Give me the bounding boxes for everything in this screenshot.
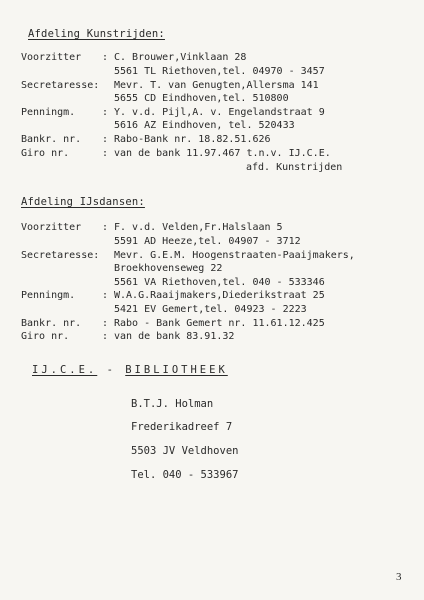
value-line: afd. Kunstrijden xyxy=(246,162,343,173)
library-street: Frederikadreef 7 xyxy=(131,421,233,433)
value-line: F. v.d. Velden,Fr.Halslaan 5 xyxy=(114,222,283,233)
library-phone: Tel. 040 - 533967 xyxy=(131,469,239,481)
value-line: 5655 CD Eindhoven,tel. 510800 xyxy=(114,93,289,104)
label-penningmeester: Penningm. xyxy=(21,290,76,301)
page-number: 3 xyxy=(396,571,402,583)
colon: : xyxy=(102,134,109,145)
colon: : xyxy=(102,52,109,63)
library-title-dash: - xyxy=(97,364,126,376)
library-title-word: BIBLIOTHEEK xyxy=(125,364,228,376)
label-secretaresse: Secretaresse: xyxy=(21,250,100,261)
value-line: Rabo-Bank nr. 18.82.51.626 xyxy=(114,134,271,145)
colon: : xyxy=(102,290,109,301)
label-secretaresse: Secretaresse: xyxy=(21,80,100,91)
library-city: 5503 JV Veldhoven xyxy=(131,445,239,457)
label-bankrekening: Bankr. nr. xyxy=(21,134,82,145)
colon: : xyxy=(102,107,109,118)
value-line: Broekhovenseweg 22 xyxy=(114,263,223,274)
label-voorzitter: Voorzitter xyxy=(21,52,82,63)
value-line: W.A.G.Raaijmakers,Diederikstraat 25 xyxy=(114,290,325,301)
value-line: 5591 AD Heeze,tel. 04907 - 3712 xyxy=(114,236,301,247)
value-line: Mevr. G.E.M. Hoogenstraaten-Paaijmakers, xyxy=(114,250,355,261)
value-line: Y. v.d. Pijl,A. v. Engelandstraat 9 xyxy=(114,107,325,118)
value-line: van de bank 11.97.467 t.n.v. IJ.C.E. xyxy=(114,148,331,159)
value-line: Mevr. T. van Genugten,Allersma 141 xyxy=(114,80,319,91)
colon: : xyxy=(102,331,109,342)
value-line: 5421 EV Gemert,tel. 04923 - 2223 xyxy=(114,304,307,315)
colon: : xyxy=(102,148,109,159)
section-heading-ijsdansen: Afdeling IJsdansen: xyxy=(21,196,145,208)
colon: : xyxy=(102,222,109,233)
colon: : xyxy=(102,318,109,329)
value-line: 5561 TL Riethoven,tel. 04970 - 3457 xyxy=(114,66,325,77)
label-giro: Giro nr. xyxy=(21,331,70,342)
value-line: 5561 VA Riethoven,tel. 040 - 533346 xyxy=(114,277,325,288)
label-giro: Giro nr. xyxy=(21,148,70,159)
value-line: Rabo - Bank Gemert nr. 11.61.12.425 xyxy=(114,318,325,329)
library-title-prefix: IJ.C.E. xyxy=(32,364,98,376)
library-title xyxy=(32,364,228,376)
value-line: van de bank 83.91.32 xyxy=(114,331,235,342)
label-bankrekening: Bankr. nr. xyxy=(21,318,82,329)
value-line: C. Brouwer,Vinklaan 28 xyxy=(114,52,247,63)
label-penningmeester: Penningm. xyxy=(21,107,76,118)
label-voorzitter: Voorzitter xyxy=(21,222,82,233)
section-heading-kunstrijden: Afdeling Kunstrijden: xyxy=(28,28,165,40)
value-line: 5616 AZ Eindhoven, tel. 520433 xyxy=(114,120,295,131)
library-name: B.T.J. Holman xyxy=(131,398,214,410)
